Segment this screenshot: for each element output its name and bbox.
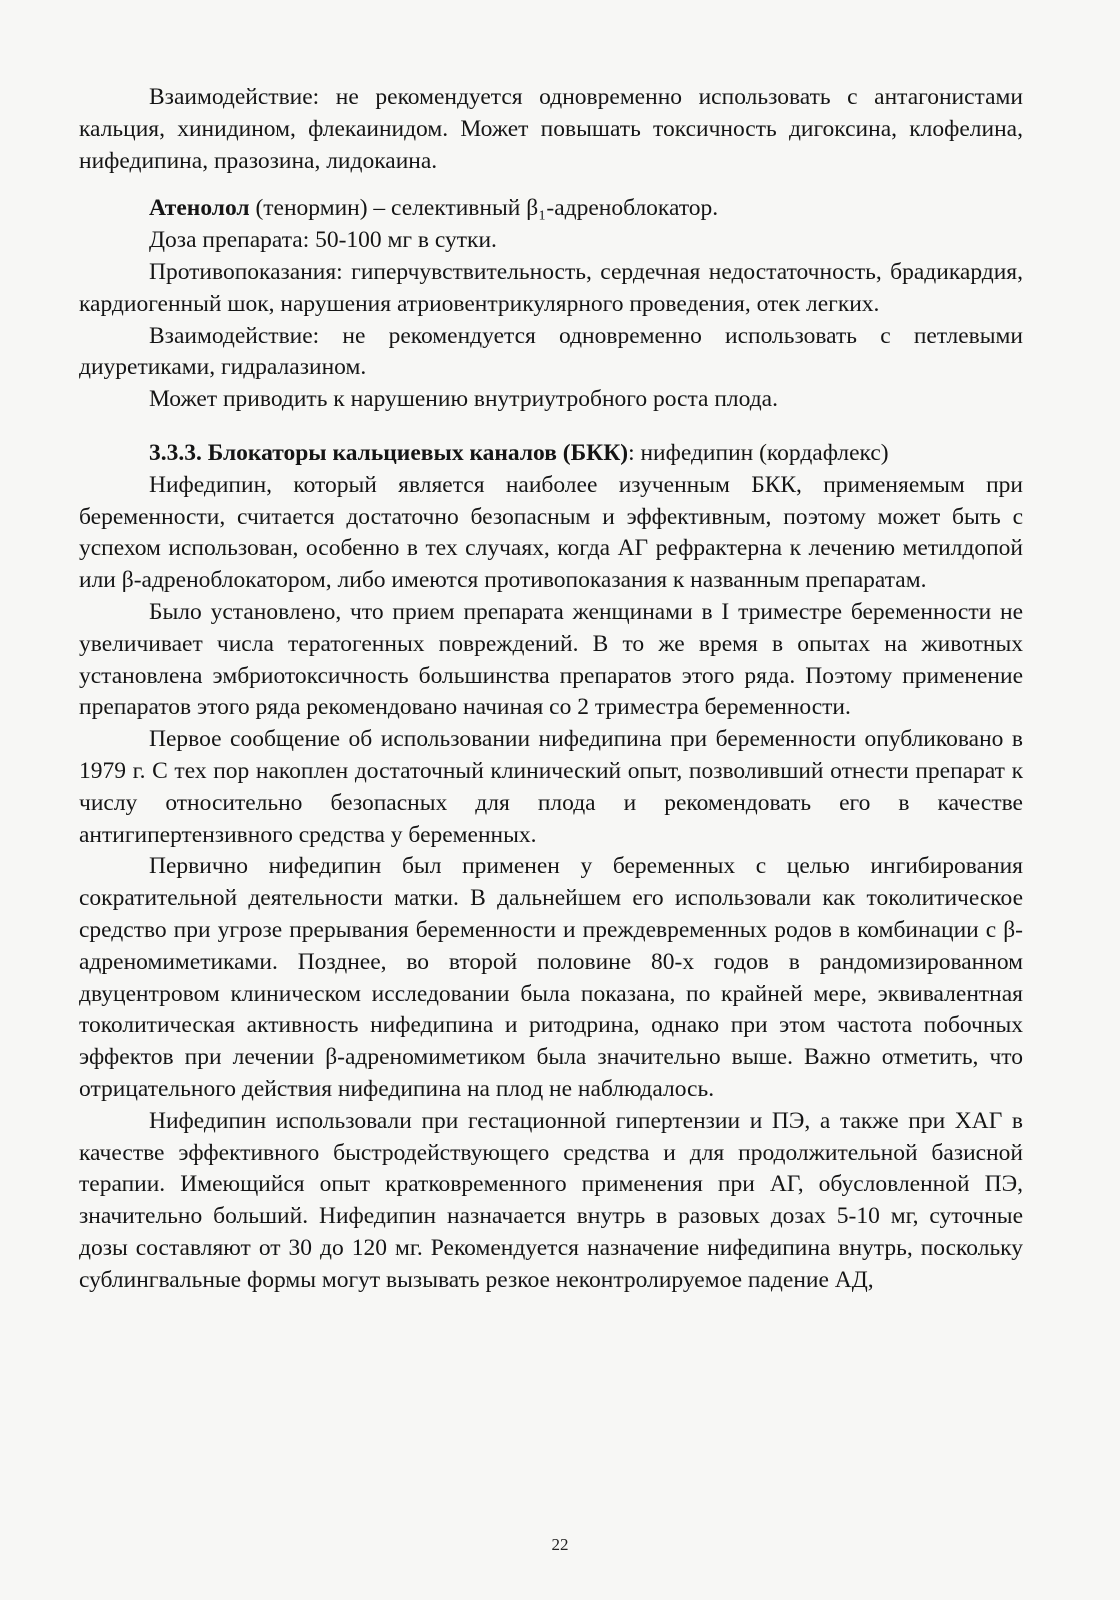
- paragraph-nifedipine-tocolytic: Первично нифедипин был применен у беременных с целью ингибирования сократительной деятельности матки. В дальнейшем его использовали как токолитическое средство при угрозе прерывания беременности и преждевременных родов в комбинации с β-адреномиметиками. Позднее, во второй половине 80-х годов в рандомизированном двуцентровом клиническом исследовании была показана, по крайней мере, эквивалентная токолитическая активность нифедипина и ритодрина, однако при этом частота побочных эффектов при лечении β-адреномиметиком была значительно выше. Важно отметить, что отрицательного действия нифедипина на плод не наблюдалось.: [79, 853, 1023, 1102]
- section-heading-ccb-bold: 3.3.3. Блокаторы кальциевых каналов (БКК): [149, 439, 629, 466]
- paragraph-interaction-1: Взаимодействие: не рекомендуется одновременно использовать с антагонистами кальция, хинидином, флекаинидом. Может повышать токсичность дигоксина, клофелина, нифедипина, празозина, лидокаина.: [79, 84, 1023, 174]
- paragraph-nifedipine-first-report: Первое сообщение об использовании нифедипина при беременности опубликовано в 1979 г. С тех пор накоплен достаточный клинический опыт, позволивший отнести препарат к числу относительно безопасных для плода и рекомендовать его в качестве антигипертензивного средства у беременных.: [79, 726, 1023, 848]
- atenolol-description: (тенормин) – селективный β₁-адреноблокатор.: [249, 195, 719, 222]
- paragraph-nifedipine-intro: Нифедипин, который является наиболее изученным БКК, применяемым при беременности, считается достаточно безопасным и эффективным, поэтому может быть с успехом использован, особенно в тех случаях, когда АГ рефрактерна к лечению метилдопой или β-адреноблокатором, либо имеются противопоказания к названным препаратам.: [79, 471, 1023, 594]
- paragraph-nifedipine-dosing: Нифедипин использовали при гестационной гипертензии и ПЭ, а также при ХАГ в качестве эффективного быстродействующего средства и для продолжительной базисной терапии. Имеющийся опыт кратковременного применения при АГ, обусловленной ПЭ, значительно больший. Нифедипин назначается внутрь в разовых дозах 5-10 мг, суточные дозы составляют от 30 до 120 мг. Рекомендуется назначение нифедипина внутрь, поскольку сублингвальные формы могут вызывать резкое неконтролируемое падение АД,: [79, 1107, 1023, 1293]
- section-heading-ccb-rest: : нифедипин (кордафлекс): [628, 439, 889, 466]
- paragraph-atenolol-contraindications: Противопоказания: гиперчувствительность, сердечная недостаточность, брадикардия, кардиогенный шок, нарушения атриовентрикулярного проведения, отек легких.: [79, 258, 1023, 317]
- paragraph-atenolol-interaction: Взаимодействие: не рекомендуется одновременно использовать с петлевыми диуретиками, гидралазином.: [79, 322, 1023, 381]
- page-number: 22: [551, 1535, 569, 1554]
- paragraph-nifedipine-teratogenic: Было установлено, что прием препарата женщинами в I триместре беременности не увеличивает числа тератогенных повреждений. В то же время в опытах на животных установлена эмбриотоксичность большинства препаратов этого ряда. Поэтому применение препаратов этого ряда рекомендовано начиная со 2 триместра беременности.: [79, 598, 1023, 721]
- section-heading-ccb: [79, 438, 1023, 470]
- atenolol-name: Атенолол: [149, 195, 250, 222]
- paragraph-atenolol-dose: Доза препарата: 50-100 мг в сутки.: [149, 227, 497, 254]
- paragraph-atenolol-title: [79, 193, 1023, 225]
- paragraph-atenolol-fetal-growth: Может приводить к нарушению внутриутробного роста плода.: [149, 386, 778, 413]
